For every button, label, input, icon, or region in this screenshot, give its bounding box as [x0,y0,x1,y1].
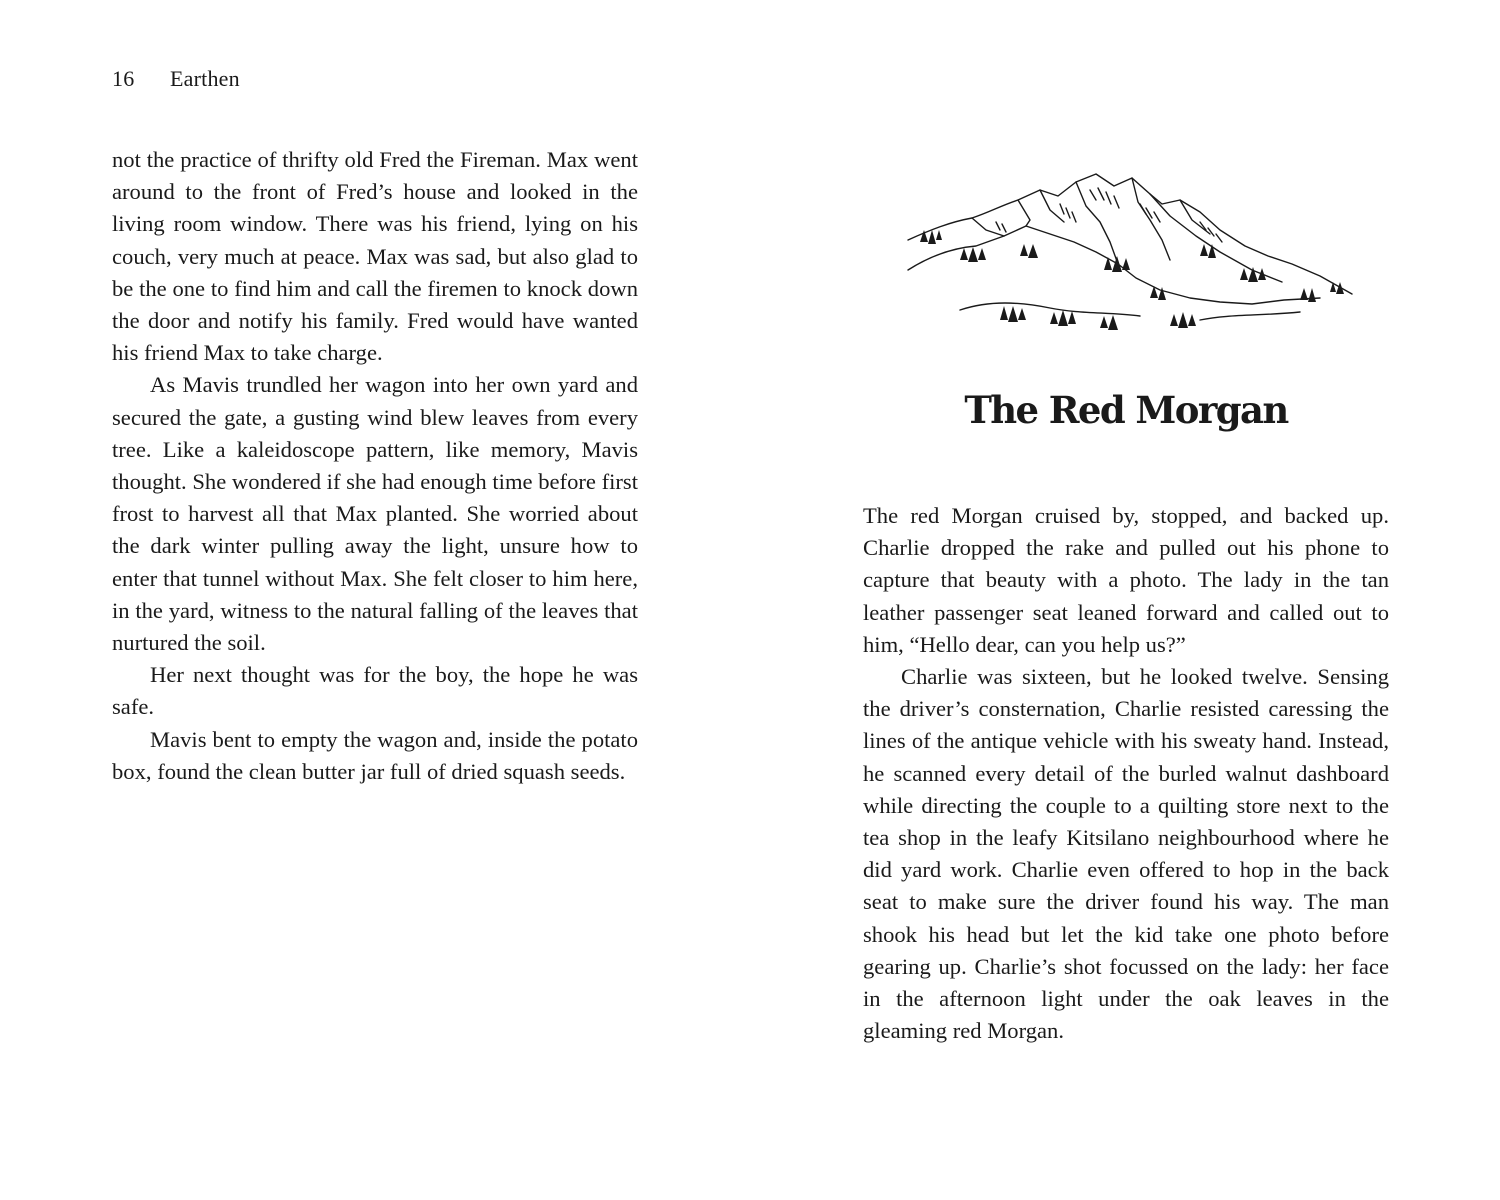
paragraph: The red Morgan cruised by, stopped, and backed up. Charlie dropped the rake and pulled out his phone to capture that beauty with a photo. The lady in the tan leather passenger seat leaned forward and called out to him, “Hello dear, can you help us?” [863,503,1389,657]
mountain-illustration [900,160,1360,340]
running-head [112,64,240,94]
book-title: Earthen [170,66,240,91]
paragraph: not the practice of thrifty old Fred the Fireman. Max went around to the front of Fred’s house and looked in the living room window. There was his friend, lying on his couch, very much at peace. Max was sad, but also glad to be the one to find him and call the firemen to knock down the door and notify his family. Fred would have wanted his friend Max to take charge. [112,147,638,366]
paragraph: As Mavis trundled her wagon into her own yard and secured the gate, a gusting wind blew leaves from every tree. Like a kaleidoscope pattern, like memory, Mavis thought. She wondered if she had enough time before first frost to harvest all that Max planted. She worried about the dark winter pulling away the light, unsure how to enter that tunnel without Max. She felt closer to him here, in the yard, witness to the natural falling of the leaves that nurtured the soil. [112,372,638,656]
paragraph: Charlie was sixteen, but he looked twelve. Sensing the driver’s consternation, Charlie resisted caressing the lines of the antique vehicle with his sweaty hand. Instead, he scanned every detail of the burled walnut dashboard while directing the couple to a quilting store next to the tea shop in the leafy Kitsilano neighbourhood where he did yard work. Charlie even offered to hop in the back seat to make sure the driver found his way. The man shook his head but let the kid take one photo before gearing up. Charlie’s shot focussed on the lady: her face in the afternoon light under the oak leaves in the gleaming red Morgan. [863,664,1389,1044]
chapter-title: The Red Morgan [964,388,1288,432]
right-page-body [863,500,1389,1047]
page-number: 16 [112,66,135,91]
left-page-body [112,144,638,788]
paragraph: Her next thought was for the boy, the hope he was safe. [112,662,638,720]
paragraph: Mavis bent to empty the wagon and, inside the potato box, found the clean butter jar full of dried squash seeds. [112,726,638,784]
